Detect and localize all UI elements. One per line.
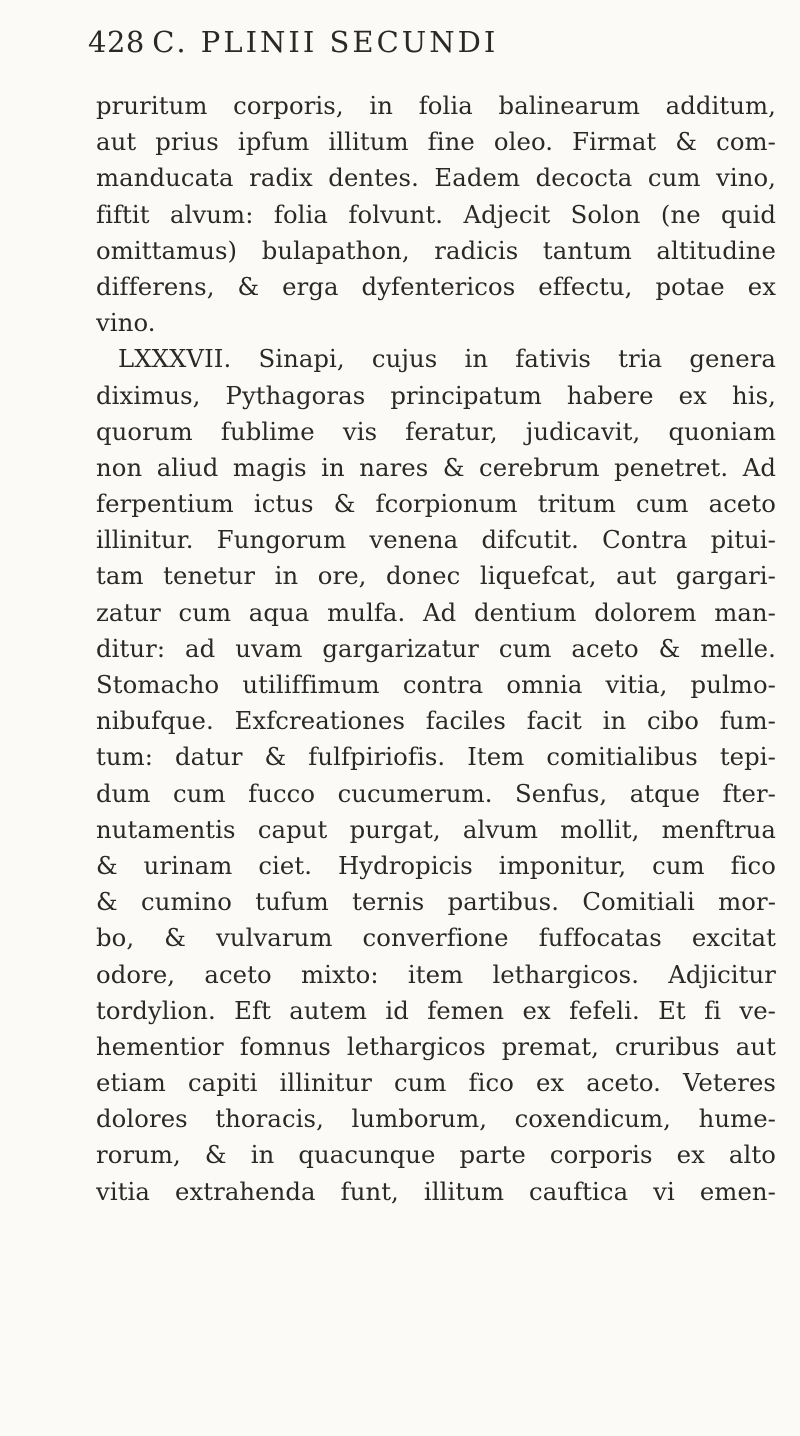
body-text [96,88,776,1210]
text-line: diximus, Pythagoras principatum habere ex his, [96,380,776,410]
text-line: vino. [96,308,156,338]
text-line: pruritum corporis, in folia balinearum additum, [96,91,776,120]
page-number: 428 [88,25,145,59]
text-line: manducata radix dentes. Eadem decocta cum vino, [96,163,776,193]
text-line: nutamentis caput purgat, alvum mollit, menftrua [96,814,776,844]
text-line: nibufque. Exfcreationes faciles facit in cibo fum- [96,706,776,736]
text-line: quorum fublime vis feratur, judicavit, quoniam [96,416,776,446]
text-line: differens, & erga dyfentericos effectu, potae ex [96,271,776,301]
text-line: odore, aceto mixto: item lethargicos. Adjicitur [96,959,776,989]
text-line: tam tenetur in ore, donec liquefcat, aut gargari- [96,561,776,591]
text-line: fiftit alvum: folia folvunt. Adjecit Solon (ne quid [96,199,776,229]
text-line: etiam capiti illinitur cum fico ex aceto. Veteres [96,1068,776,1098]
text-line: rorum, & in quacunque parte corporis ex alto [96,1140,776,1170]
text-line: Stomacho utiliffimum contra omnia vitia, pulmo- [96,670,776,699]
text-line: dum cum fucco cucumerum. Senfus, atque fter- [96,778,776,808]
text-line: & urinam ciet. Hydropicis imponitur, cum fico [96,850,776,880]
text-line: ditur: ad uvam gargarizatur cum aceto & melle. [96,633,776,663]
text-line: zatur cum aqua mulfa. Ad dentium dolorem man- [96,597,776,627]
text-line: non aliud magis in nares & cerebrum penetret. Ad [96,452,776,482]
text-line: illinitur. Fungorum venena difcutit. Contra pitui- [96,525,776,555]
chapter-start-line: LXXXVII. Sinapi, cujus in fativis tria genera [118,344,776,374]
text-line: ferpentium ictus & fcorpionum tritum cum aceto [96,489,776,519]
text-line: vitia extrahenda funt, illitum cauftica vi emen- [96,1176,776,1206]
running-title: C. PLINII SECUNDI [152,25,499,59]
text-line: tum: datur & fulfpiriofis. Item comitialibus tepi- [96,742,776,772]
text-line: & cumino tufum ternis partibus. Comitiali mor- [96,887,776,917]
text-line: hementior fomnus lethargicos premat, cruribus aut [96,1031,776,1061]
running-head [88,20,738,64]
text-line: tordylion. Eft autem id femen ex fefeli. Et fi ve- [96,995,776,1025]
text-line: aut prius ipfum illitum fine oleo. Firmat & com- [96,127,776,157]
text-line: omittamus) bulapathon, radicis tantum altitudine [96,235,776,265]
text-line: bo, & vulvarum converfione fuffocatas excitat [96,923,776,953]
text-line: dolores thoracis, lumborum, coxendicum, hume- [96,1104,776,1134]
